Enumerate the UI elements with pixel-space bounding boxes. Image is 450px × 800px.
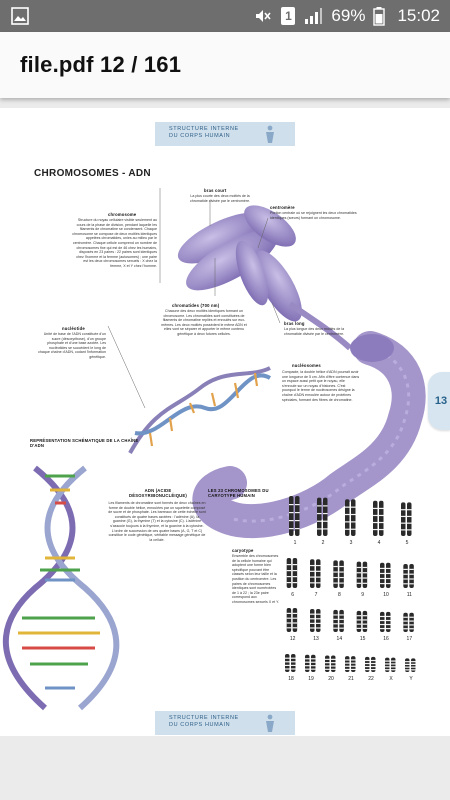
chromosome-band: [401, 516, 406, 517]
chromosome-band: [403, 617, 408, 618]
chromosome-band: [371, 666, 376, 667]
chromosome-band: [357, 628, 362, 629]
mute-icon: [253, 6, 273, 26]
chromosome-band: [403, 620, 408, 621]
chromosome-band: [386, 620, 391, 621]
chromosome-band: [333, 571, 338, 572]
header-line-1: STRUCTURE INTERNE: [169, 126, 239, 132]
chromosome-band: [289, 520, 294, 521]
chromosome-band: [386, 573, 391, 574]
chromosome-band: [287, 582, 292, 583]
label-chromosome-title: chromosome: [108, 212, 137, 217]
chromosome-band: [371, 660, 376, 661]
chromosome-band: [285, 668, 290, 669]
chromosome-bar: [357, 562, 362, 588]
label-nucleotide-text: Unité de base de l'ADN constituée d'un sucre (désoxyribose), d'un groupe phosphate et d'une base azotée. Les nucléotides se succèdent le long de chaque chaîne d'ADN, codant l'information génétique.: [38, 332, 106, 359]
chromosome-band: [351, 514, 356, 515]
chromosome-band: [351, 662, 356, 663]
chromosome-band: [339, 614, 344, 615]
status-bar: [0, 0, 450, 32]
chromosome-band: [287, 627, 292, 628]
chromosome-band: [371, 663, 376, 664]
chromosome-band: [403, 624, 408, 625]
chromosome-band: [391, 663, 396, 664]
chromosome-band: [295, 520, 300, 521]
chromosome-band: [365, 660, 370, 661]
karyotype-number: 12: [289, 636, 296, 642]
chromosome-band: [323, 505, 328, 506]
karyotype-number: 8: [337, 592, 341, 598]
label-chromatides-title: chromatides (700 nm): [172, 303, 220, 308]
chromosome-bar: [363, 562, 368, 588]
chromosome-band: [333, 628, 338, 629]
chromosome-band: [287, 622, 292, 623]
chromosome-band: [373, 522, 378, 523]
chromosome-band: [411, 667, 416, 668]
chromosome-band: [345, 521, 350, 522]
chromosome-bar: [351, 499, 356, 536]
label-caryotype-title: caryotype: [232, 548, 254, 553]
karyotype-number: 11: [406, 592, 412, 598]
chromosome-band: [287, 576, 292, 577]
chromosome-bar: [287, 558, 292, 588]
chromosome-band: [403, 628, 408, 629]
karyotype-number: 14: [336, 636, 343, 642]
chromosome-band: [380, 624, 385, 625]
chromosome-bar: [310, 559, 315, 588]
chromosome-band: [357, 624, 362, 625]
chromosome-band: [357, 583, 362, 584]
chromosome-band: [293, 582, 298, 583]
chromosome-band: [373, 508, 378, 509]
chromosome-bar: [380, 563, 385, 588]
chromosome-band: [409, 624, 414, 625]
battery-percent: 69%: [331, 6, 366, 25]
chromosome-band: [373, 529, 378, 530]
chromosome-band: [323, 528, 328, 529]
chromosome-band: [287, 570, 292, 571]
chromosome-band: [287, 613, 292, 614]
chromosome-band: [391, 666, 396, 667]
pdf-viewer[interactable]: [0, 98, 450, 800]
chromosome-band: [385, 663, 390, 664]
chromosome-band: [411, 661, 416, 662]
karyotype-number: Y: [409, 676, 413, 682]
chromosome-band: [333, 623, 338, 624]
chromosome-band: [317, 505, 322, 506]
chromosome-bar: [317, 498, 322, 536]
chromosome-bar: [323, 498, 328, 536]
chromosome-band: [391, 660, 396, 661]
karyotype-number: 9: [361, 592, 365, 598]
label-nucleosomes-text: Compacte, la double hélice d'ADN pourrait avoir une longueur de 5 cm. Afin d'être contenue dans un espace aussi petit que le noyau, elle s'enroule sur un noyau d'histones. C'est pourquoi le terme de nucléosomes désigne la chaîne d'ADN enroulée autour de protéines spéciales, formant des fibres de chromatine.: [282, 370, 360, 402]
chromosome-band: [345, 662, 350, 663]
chromosome-band: [285, 665, 290, 666]
chromosome-bar: [409, 564, 414, 588]
chromosome-band: [409, 628, 414, 629]
label-nucleotide-title: nucléotide: [62, 326, 85, 331]
chromosome-bar: [403, 564, 408, 588]
chromosome-band: [403, 574, 408, 575]
status-icons: [253, 0, 440, 32]
chromosome-bar: [287, 608, 292, 632]
chromosome-band: [331, 665, 336, 666]
chromosome-band: [391, 669, 396, 670]
chromosome-band: [357, 567, 362, 568]
chromosome-bar: [295, 496, 300, 536]
karyotype-number: 10: [383, 592, 389, 598]
chromosome-band: [351, 666, 356, 667]
label-bras-court-text: La plus courte des deux moitiés de la chromatide divisée par le centromère.: [189, 194, 251, 203]
chromosome-band: [386, 583, 391, 584]
chromosome-band: [289, 512, 294, 513]
chromosome-band: [305, 658, 310, 659]
chromosome-band: [310, 576, 315, 577]
chromosome-band: [363, 567, 368, 568]
label-chromosome-text: Structure du noyau cellulaire visible seulement au cours de la phase de division, pendant laquelle les filaments de chromatine se condensent. Chaque chromosome se compose de deux moitiés identiques appelées chromatides, unies au milieu par le centromère. Chaque cellule comprend un nombre de chromosomes fixe qui est de 46 chez les humains, disposés en 23 paires : 22 paires sont identiques chez l'homme et la femme (autosomes) ; une paire est les deux chromosomes sexuels : X chez la femme, X et Y chez l'homme.: [72, 218, 157, 268]
chromosome-band: [351, 529, 356, 530]
chromosome-band: [411, 664, 416, 665]
label-caryotype-text: Ensemble des chromosomes de la cellule humaine qui adoptent une forme bien spécifique pouvant être classés selon leur taille et la position du centromère. Les paires de chromosomes identiques sont numérotées de 1 à 22 ; la 23e paire correspond aux chromosomes sexuels X et Y.: [232, 554, 280, 604]
karyotype-number: 4: [377, 540, 381, 546]
chromosome-band: [351, 507, 356, 508]
chromosome-bar: [293, 608, 298, 632]
chromosome-band: [311, 665, 316, 666]
chromosome-band: [293, 613, 298, 614]
chromosome-band: [291, 658, 296, 659]
signal-icon: [303, 6, 323, 26]
chromosome-band: [405, 661, 410, 662]
chromosome-band: [323, 513, 328, 514]
chromosome-band: [409, 578, 414, 579]
chromosome-band: [345, 507, 350, 508]
chromosome-band: [405, 669, 410, 670]
chromosome-band: [379, 522, 384, 523]
label-pairs-title: LES 23 CHROMOSOMES DU CARYOTYPE HUMAIN: [208, 488, 269, 498]
chromosome-band: [331, 659, 336, 660]
chromosome-bar: [345, 499, 350, 536]
karyotype-grid: [275, 486, 425, 696]
chromosome-band: [380, 616, 385, 617]
chromosome-band: [380, 583, 385, 584]
chromosome-band: [363, 583, 368, 584]
chromosome-band: [331, 669, 336, 670]
chromosome-band: [407, 516, 412, 517]
chromosome-band: [333, 582, 338, 583]
chromosome-band: [357, 572, 362, 573]
label-bras-court-title: bras court: [204, 188, 227, 193]
chromosome-band: [386, 628, 391, 629]
chromosome-band: [345, 514, 350, 515]
karyotype-number: 15: [359, 636, 366, 642]
chromosome-band: [310, 614, 315, 615]
chromosome-band: [380, 578, 385, 579]
dna-small-helix: [130, 368, 270, 453]
karyotype-number: 22: [368, 676, 374, 682]
chromosome-band: [401, 529, 406, 530]
chromosome-band: [379, 508, 384, 509]
karyotype-number: 21: [348, 676, 354, 682]
chromosome-bar: [373, 501, 378, 536]
karyotype-number: 1: [293, 540, 297, 546]
chromosome-band: [317, 528, 322, 529]
chromosome-band: [403, 569, 408, 570]
karyotype-number: 3: [349, 540, 353, 546]
chromosome-band: [291, 668, 296, 669]
chromosome-band: [316, 582, 321, 583]
chromosome-band: [409, 583, 414, 584]
label-nucleosomes-title: nucléosomes: [292, 363, 321, 368]
chromosome-band: [325, 662, 330, 663]
chromosome-band: [380, 628, 385, 629]
body-figure-icon-footer: [259, 713, 281, 733]
label-centromere-title: centromère: [270, 205, 295, 210]
chromosome-band: [363, 577, 368, 578]
chromosome-band: [380, 568, 385, 569]
chromosome-band: [409, 620, 414, 621]
chromosome-band: [310, 627, 315, 628]
chromosome-band: [363, 619, 368, 620]
chromosome-band: [379, 529, 384, 530]
chromosome-band: [325, 669, 330, 670]
chromosome-band: [293, 576, 298, 577]
chromosome-band: [363, 624, 368, 625]
chromosome-band: [365, 666, 370, 667]
chromosome-band: [339, 566, 344, 567]
chromosome-band: [325, 665, 330, 666]
chromosome-band: [316, 576, 321, 577]
chromosome-band: [409, 569, 414, 570]
chromosome-band: [345, 669, 350, 670]
chromosome-band: [401, 509, 406, 510]
chromosome-band: [373, 515, 378, 516]
chromosome-band: [316, 627, 321, 628]
dna-large-helix: [6, 468, 117, 708]
chromosome-band: [325, 659, 330, 660]
chromosome-band: [363, 628, 368, 629]
karyotype-number: X: [389, 676, 393, 682]
chromosome-band: [333, 619, 338, 620]
chromosome-band: [285, 658, 290, 659]
chromosome-band: [407, 523, 412, 524]
chromosome-band: [287, 564, 292, 565]
clock: 15:02: [397, 6, 440, 25]
karyotype-number: 20: [328, 676, 334, 682]
chromosome-band: [371, 669, 376, 670]
chromosome-band: [407, 529, 412, 530]
chromosome-band: [363, 615, 368, 616]
karyotype-number: 17: [406, 636, 413, 642]
chromosome-band: [403, 578, 408, 579]
chromosome-band: [345, 666, 350, 667]
coil-end-top: [350, 334, 394, 362]
chromosome-band: [316, 623, 321, 624]
chromosome-band: [333, 577, 338, 578]
chromatin-fiber: [290, 304, 350, 348]
chromosome-band: [295, 504, 300, 505]
label-chromatides-text: Chacune des deux moitiés identiques formant un chromosome. Les chromatides sont constituées de filaments de chromatine repliés et enroulés sur eux-mêmes. Les deux moitiés possèdent le même ADN et elles vont se séparer et apporter le même contenu génétique à deux futures cellules.: [161, 309, 247, 336]
chromosome-band: [405, 664, 410, 665]
chromosome-band: [386, 568, 391, 569]
chromosome-bar: [316, 559, 321, 588]
main-title: CHROMOSOMES - ADN: [34, 168, 151, 179]
chromosome-band: [311, 669, 316, 670]
chromosome-band: [411, 669, 416, 670]
chromosome-band: [339, 619, 344, 620]
karyotype-number: 5: [405, 540, 409, 546]
chromosome-band: [316, 614, 321, 615]
chromosome-band: [409, 574, 414, 575]
karyotype-number: 18: [288, 676, 294, 682]
chromosome-band: [293, 618, 298, 619]
chromosome-bar: [401, 502, 406, 536]
chromosome-band: [305, 669, 310, 670]
header-line-2: DU CORPS HUMAIN: [169, 133, 231, 139]
battery-icon: [373, 6, 385, 26]
chromosome-bar: [289, 496, 294, 536]
chromosome-band: [403, 583, 408, 584]
app-bar: [0, 32, 450, 98]
chromosome-band: [291, 661, 296, 662]
chromosome-band: [409, 617, 414, 618]
chromosome-band: [311, 658, 316, 659]
karyotype-number: 6: [291, 592, 295, 598]
chromosome-band: [385, 666, 390, 667]
chromosome-band: [357, 619, 362, 620]
chromosome-band: [339, 571, 344, 572]
chromosome-band: [295, 528, 300, 529]
chromosome-band: [365, 663, 370, 664]
pdf-page[interactable]: [0, 108, 450, 736]
chromosome-band: [357, 577, 362, 578]
chromosome-band: [379, 515, 384, 516]
chromosome-band: [295, 512, 300, 513]
label-bras-long-title: bras long: [284, 321, 305, 326]
chromosome-band: [285, 661, 290, 662]
label-adn-title: ADN (ACIDE DÉSOXYRIBONUCLÉIQUE): [129, 488, 187, 498]
chromosome-band: [339, 577, 344, 578]
chromosome-band: [351, 521, 356, 522]
chromosome-band: [331, 662, 336, 663]
chromosome-bar: [293, 558, 298, 588]
chromosome-band: [385, 669, 390, 670]
page-footer-header: [155, 711, 295, 735]
chromosome-bar: [386, 563, 391, 588]
karyotype-number: 13: [313, 636, 319, 642]
chromosome-band: [401, 523, 406, 524]
gallery-icon: [10, 6, 30, 26]
chromosome-bar: [339, 560, 344, 588]
page-number-badge[interactable]: 13: [428, 372, 450, 430]
chromosome-band: [407, 509, 412, 510]
chromosome-band: [333, 566, 338, 567]
karyotype-number: 16: [383, 636, 389, 642]
chromosome-band: [310, 623, 315, 624]
chromosome-band: [317, 521, 322, 522]
chromosome-band: [310, 618, 315, 619]
sim-badge: 1: [281, 7, 295, 25]
karyotype-number: 19: [308, 676, 314, 682]
viewer-bottom-space: [0, 736, 450, 800]
chromosome-bar: [333, 560, 338, 588]
chromosome-band: [317, 513, 322, 514]
chromosome-band: [305, 665, 310, 666]
chromosome-band: [316, 565, 321, 566]
chromosome-band: [380, 573, 385, 574]
label-bras-long-text: La plus longue des deux moitiés de la chromatide divisée par le centromère.: [284, 327, 345, 336]
document-title: file.pdf 12 / 161: [20, 52, 182, 77]
chromosome-band: [310, 582, 315, 583]
karyotype-number: 7: [314, 592, 318, 598]
chromosome-band: [386, 578, 391, 579]
chromosome-band: [310, 565, 315, 566]
chromosome-bar: [407, 502, 412, 536]
chromosome-band: [316, 571, 321, 572]
chromosome-band: [365, 669, 370, 670]
chromosome-band: [293, 627, 298, 628]
chromosome-band: [287, 618, 292, 619]
chromosome-band: [289, 504, 294, 505]
chromosome-band: [311, 662, 316, 663]
chromosome-band: [339, 628, 344, 629]
chromosome-bar: [379, 501, 384, 536]
chromosome-band: [293, 564, 298, 565]
chromosome-band: [310, 571, 315, 572]
label-adn-text: Les filaments de chromatine sont formés de deux chaînes en forme de double hélice, enroulées par un squelette composé de sucre et de phosphate. Les barreaux de cette échelle sont constitués de quatre bases azotées : l'adénine (A), la guanine (G), la thymine (T) et la cytosine (C). L'adénine s'associe toujours à la thymine, et la guanine à la cytosine. L'ordre de succession de ces quatre bases (A, G, T et C) constitue le code génétique, véritable message génétique de la cellule.: [108, 501, 206, 542]
chromosome-band: [386, 624, 391, 625]
chromosome-band: [345, 659, 350, 660]
footer-line-1: STRUCTURE INTERNE: [169, 715, 239, 721]
chromosome-band: [386, 616, 391, 617]
chromosome-band: [351, 659, 356, 660]
label-centromere-text: Portion centrale où se rejoignent les deux chromatides identiques (sœurs) formant un chromosome.: [270, 211, 357, 220]
label-representation-title: REPRÉSENTATION SCHÉMATIQUE DE LA CHAÎNE D'ADN: [30, 438, 139, 448]
chromosome-band: [293, 622, 298, 623]
chromosome-band: [339, 623, 344, 624]
chromosome-band: [333, 614, 338, 615]
chromosome-band: [289, 528, 294, 529]
chromosome-band: [405, 667, 410, 668]
chromosome-band: [316, 618, 321, 619]
chromosome-band: [323, 521, 328, 522]
chromosome-band: [385, 660, 390, 661]
chromosome-band: [380, 620, 385, 621]
footer-line-2: DU CORPS HUMAIN: [169, 722, 231, 728]
karyotype-number: 2: [321, 540, 325, 546]
chromosome-band: [305, 662, 310, 663]
chromosome-band: [291, 665, 296, 666]
chromosome-band: [293, 570, 298, 571]
chromosome-band: [345, 529, 350, 530]
chromosome-band: [363, 572, 368, 573]
chromosome-band: [357, 615, 362, 616]
chromosome-band: [339, 582, 344, 583]
chromosome-band: [351, 669, 356, 670]
